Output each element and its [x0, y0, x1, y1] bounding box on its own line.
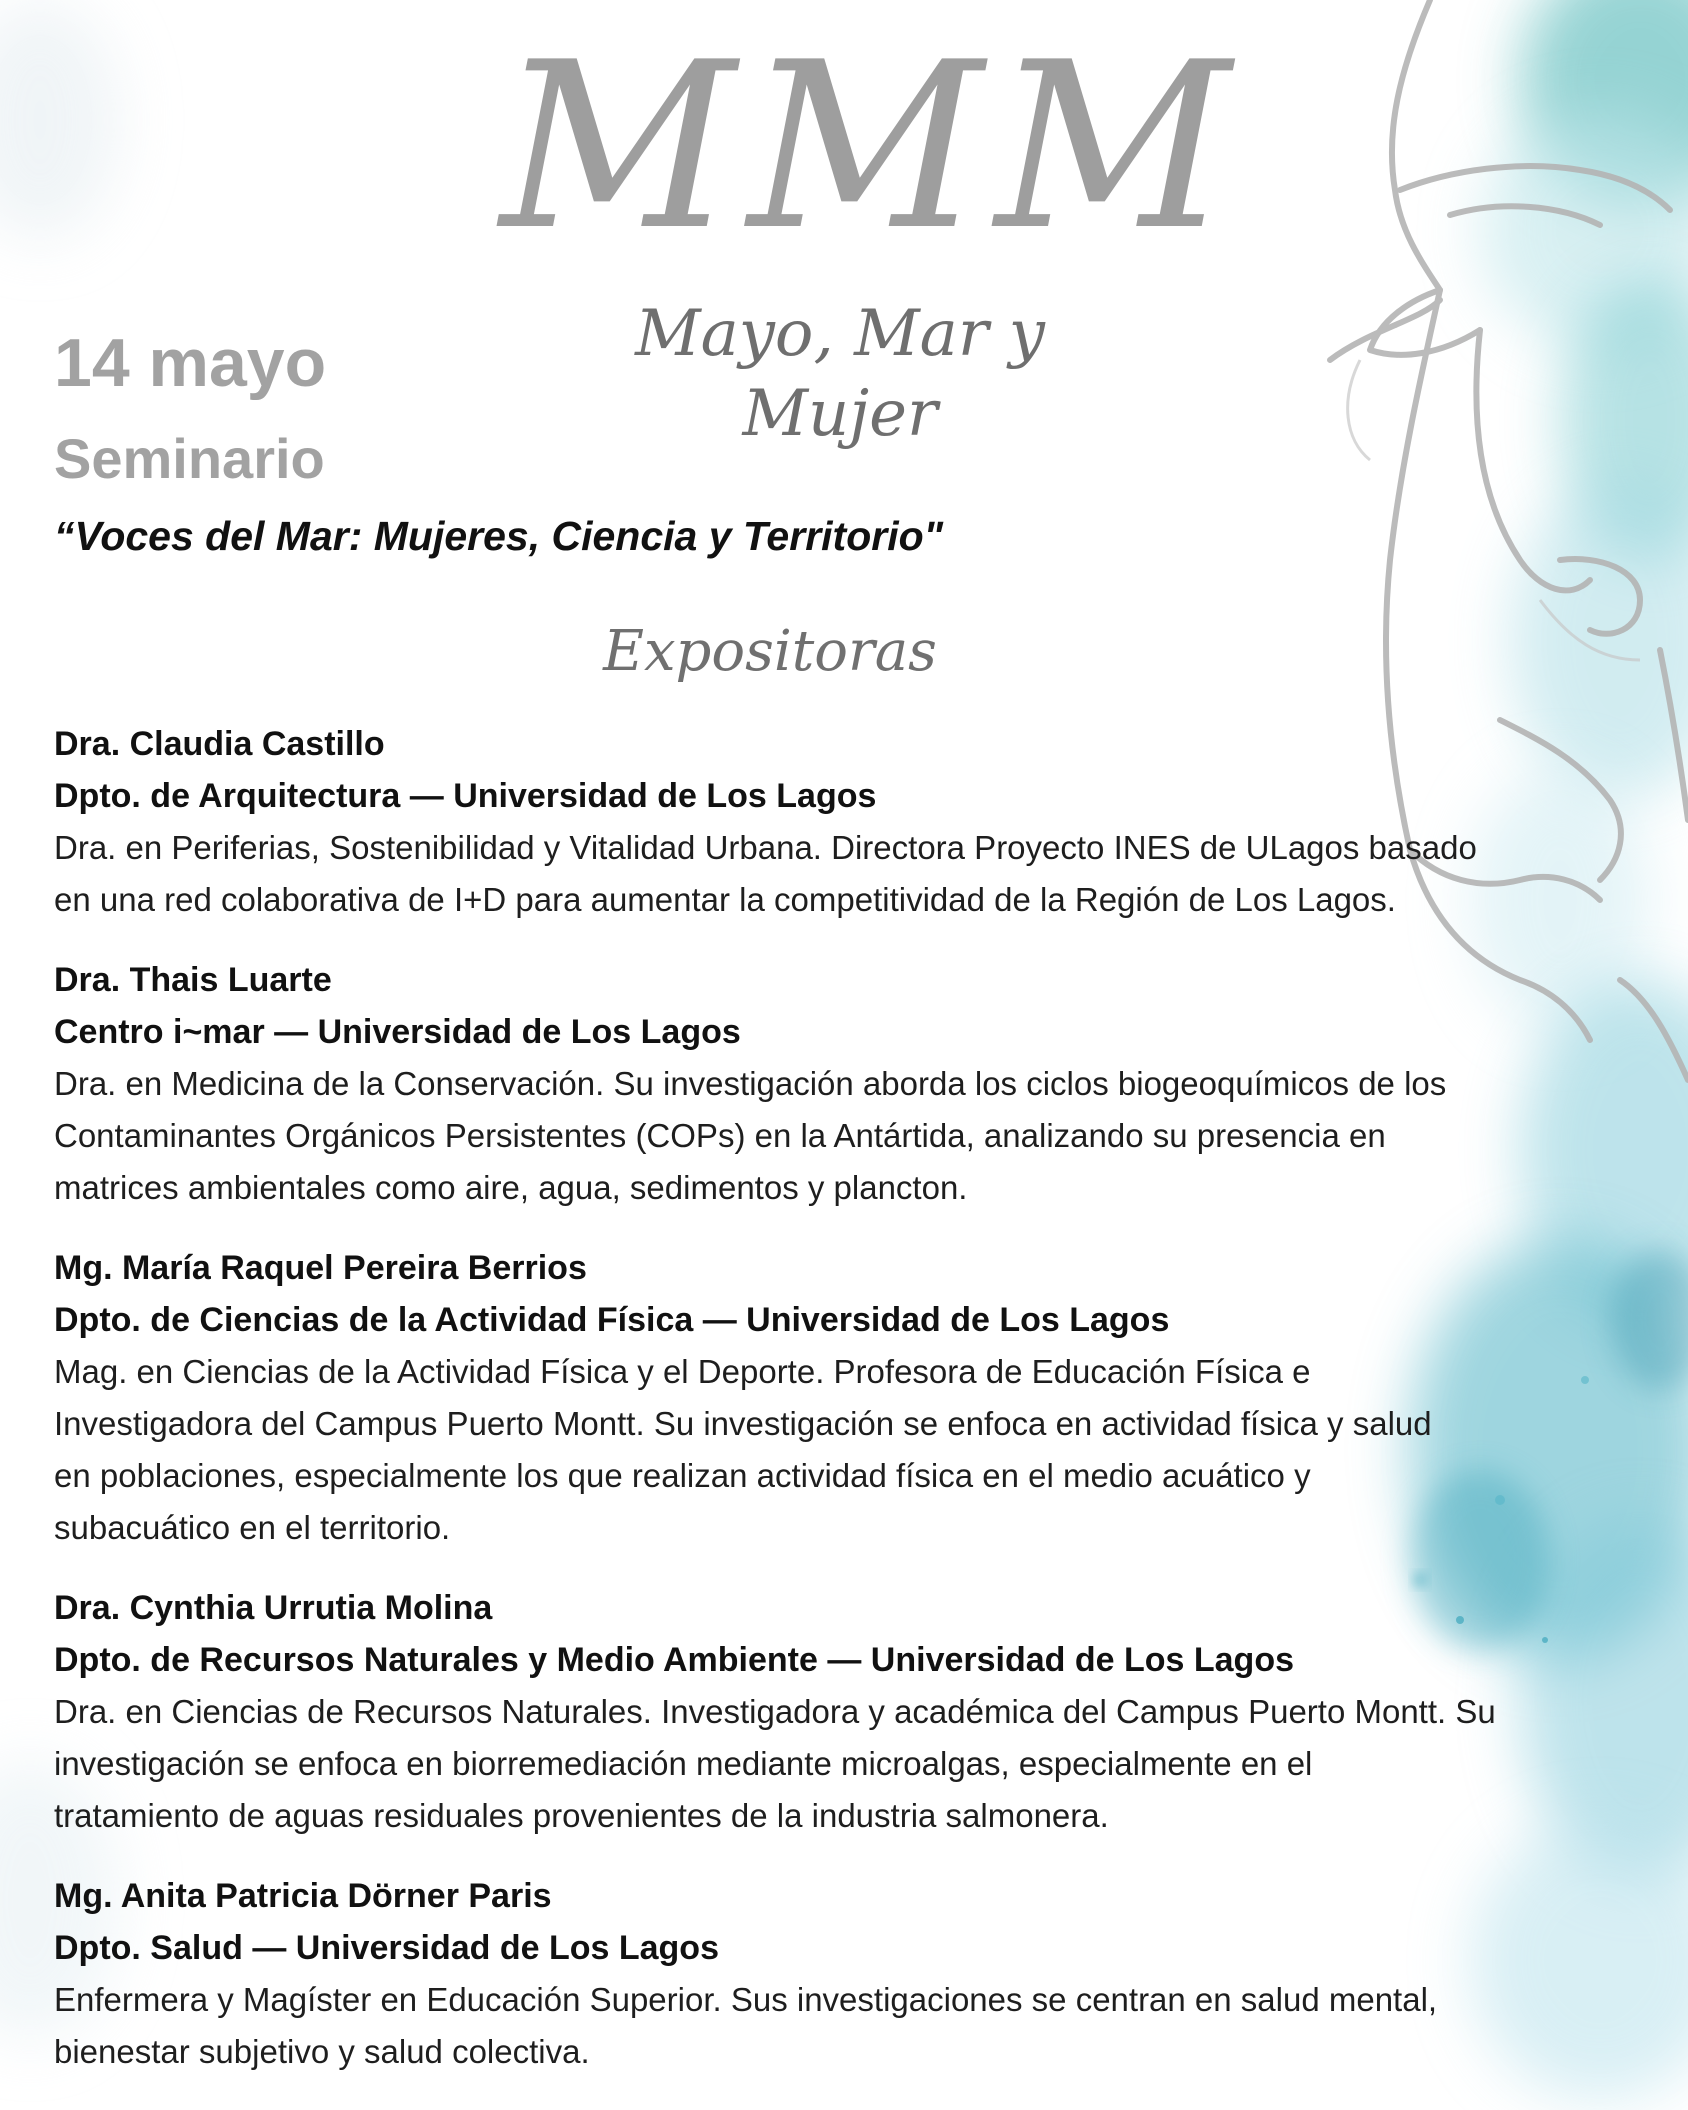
speaker-bio-line: investigación se enfoca en biorremediación mediante microalgas, especialmente en el	[54, 1745, 1313, 1782]
speaker-entry	[54, 718, 1684, 926]
speaker-name: Dra. Cynthia Urrutia Molina	[54, 1589, 493, 1627]
speaker-entry	[54, 1582, 1684, 1842]
speaker-bio	[54, 1346, 1684, 1554]
speaker-bio-line: en una red colaborativa de I+D para aumentar la competitividad de la Región de Los Lagos.	[54, 881, 1396, 918]
speaker-bio-line: tratamiento de aguas residuales provenientes de la industria salmonera.	[54, 1797, 1109, 1834]
event-date: 14 mayo	[54, 325, 327, 401]
speaker-name: Mg. Anita Patricia Dörner Paris	[54, 1877, 552, 1915]
speaker-affiliation: Dpto. Salud — Universidad de Los Lagos	[54, 1929, 719, 1967]
speaker-bio-line: Mag. en Ciencias de la Actividad Física y el Deporte. Profesora de Educación Física e	[54, 1353, 1311, 1390]
speaker-bio-line: en poblaciones, especialmente los que realizan actividad física en el medio acuático y	[54, 1457, 1311, 1494]
speaker-entry	[54, 1242, 1684, 1554]
speaker-name: Dra. Thais Luarte	[54, 961, 332, 999]
speaker-bio-line: Dra. en Ciencias de Recursos Naturales. Investigadora y académica del Campus Puerto Montt. Su	[54, 1693, 1496, 1730]
speaker-bio	[54, 1058, 1684, 1214]
speaker-affiliation: Dpto. de Ciencias de la Actividad Física — Universidad de Los Lagos	[54, 1301, 1170, 1339]
event-title: “Voces del Mar: Mujeres, Ciencia y Territorio"	[54, 513, 944, 559]
speaker-bio	[54, 1974, 1684, 2078]
speaker-name: Dra. Claudia Castillo	[54, 725, 385, 763]
speaker-entry	[54, 954, 1684, 1214]
speaker-bio-line: Dra. en Medicina de la Conservación. Su investigación aborda los ciclos biogeoquímicos de los	[54, 1065, 1447, 1102]
logo-title: MMM	[500, 14, 1243, 281]
section-heading: Expositoras	[603, 619, 937, 684]
event-type: Seminario	[54, 427, 325, 490]
speaker-bio	[54, 822, 1684, 926]
speaker-bio	[54, 1686, 1684, 1842]
speaker-affiliation: Dpto. de Recursos Naturales y Medio Ambiente — Universidad de Los Lagos	[54, 1641, 1295, 1679]
speaker-bio-line: matrices ambientales como aire, agua, sedimentos y plancton.	[54, 1169, 968, 1206]
speaker-bio-line: bienestar subjetivo y salud colectiva.	[54, 2033, 590, 2070]
logo-subtitle: Mayo, Mar y Mujer	[635, 297, 1045, 451]
speaker-bio-line: Enfermera y Magíster en Educación Superior. Sus investigaciones se centran en salud mental,	[54, 1981, 1438, 2018]
speaker-affiliation: Centro i~mar — Universidad de Los Lagos	[54, 1013, 741, 1051]
speaker-list	[54, 718, 1684, 2106]
speaker-affiliation: Dpto. de Arquitectura — Universidad de Los Lagos	[54, 777, 877, 815]
speaker-bio-line: Contaminantes Orgánicos Persistentes (COPs) en la Antártida, analizando su presencia en	[54, 1117, 1386, 1154]
speaker-bio-line: subacuático en el territorio.	[54, 1509, 451, 1546]
speaker-entry	[54, 1870, 1684, 2078]
speaker-name: Mg. María Raquel Pereira Berrios	[54, 1249, 587, 1287]
speaker-bio-line: Investigadora del Campus Puerto Montt. Su investigación se enfoca en actividad física y salud	[54, 1405, 1432, 1442]
speaker-bio-line: Dra. en Periferias, Sostenibilidad y Vitalidad Urbana. Directora Proyecto INES de ULagos basado	[54, 829, 1477, 866]
